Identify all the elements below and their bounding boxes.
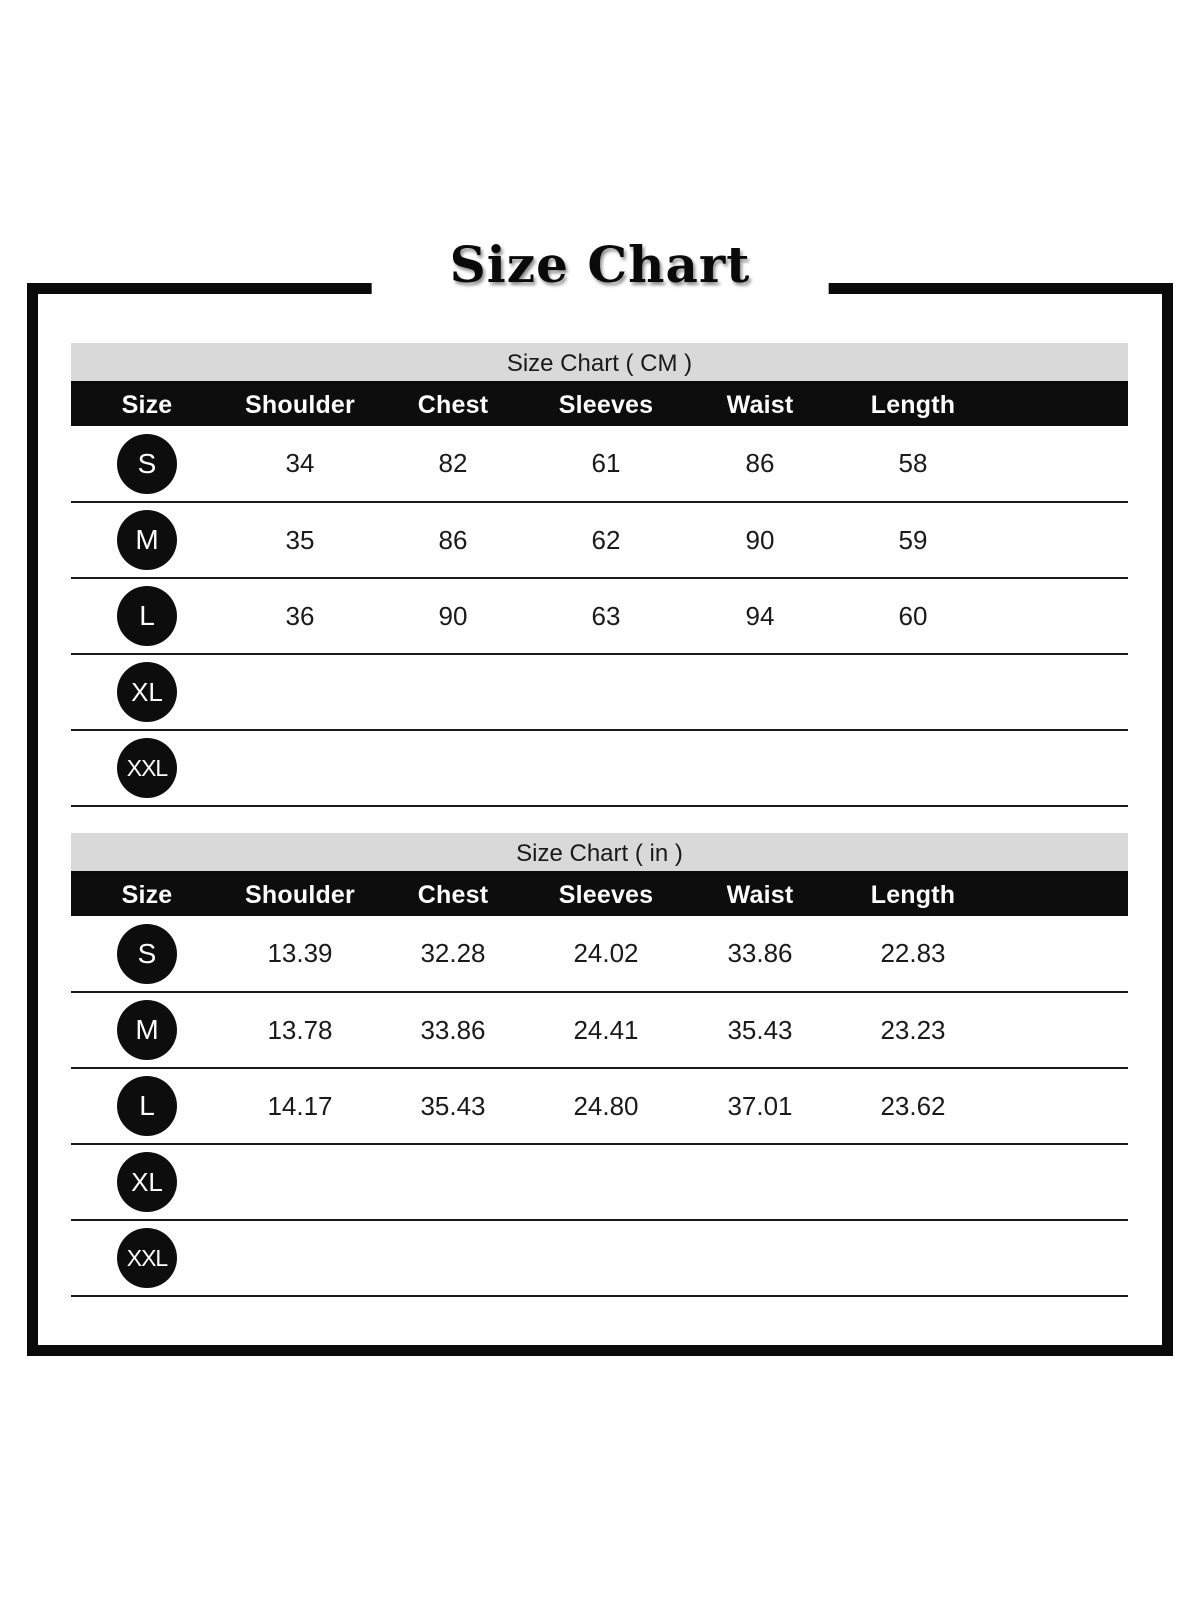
size-badge-l: L [117,1076,177,1136]
cell-sleeves: 63 [591,600,621,631]
cell-shoulder: 13.78 [267,1014,333,1045]
cell-length: 60 [898,600,928,631]
cell-waist [683,730,837,806]
size-badge-s: S [117,924,177,984]
cell-sleeves: 62 [591,524,621,555]
column-header-filler [989,384,1128,426]
column-header-sleeves: Sleeves [558,390,654,419]
size-badge-l: L [117,586,177,646]
cell-shoulder [223,1220,377,1296]
cell-waist [683,1220,837,1296]
measurements-table-in [71,874,1128,1297]
size-table-in [71,833,1128,1297]
cell-length: 23.23 [880,1014,946,1045]
cell-sleeves [529,1220,683,1296]
size-badge-m: M [117,1000,177,1060]
column-header-length: Length [870,390,956,419]
cell-chest [377,654,529,730]
column-header-sleeves: Sleeves [558,880,654,909]
cell-chest [377,1220,529,1296]
column-header-waist: Waist [726,880,794,909]
cell-waist: 33.86 [727,938,793,968]
size-badge-xl: XL [117,662,177,722]
column-header-shoulder: Shoulder [245,880,355,909]
size-badge-xl: XL [117,1152,177,1212]
table-row-m [71,992,1128,1068]
cell-waist: 35.43 [727,1014,793,1045]
cell-length: 23.62 [880,1090,946,1121]
column-header-waist: Waist [726,390,794,419]
cell-shoulder: 34 [285,448,315,478]
table-row-l [71,1068,1128,1144]
header-row [71,384,1128,426]
cell-length [837,654,989,730]
cell-chest [377,1144,529,1220]
table-row-xxl [71,1220,1128,1296]
cell-waist: 90 [745,524,775,555]
measurements-table-cm [71,384,1128,807]
size-table-cm [71,343,1128,807]
cell-shoulder: 36 [285,600,315,631]
size-badge-m: M [117,510,177,570]
cell-sleeves: 24.41 [573,1014,639,1045]
cell-length: 58 [898,448,928,478]
cell-chest [377,730,529,806]
cell-sleeves: 24.02 [573,938,639,968]
table-row-xl [71,1144,1128,1220]
cell-sleeves [529,654,683,730]
cell-length [837,730,989,806]
column-header-shoulder: Shoulder [245,390,355,419]
column-header-size: Size [121,880,173,909]
column-header-size: Size [121,390,173,419]
column-header-filler [989,874,1128,916]
cell-sleeves: 24.80 [573,1090,639,1121]
size-badge-xxl: XXL [117,738,177,798]
cell-waist: 94 [745,600,775,631]
table-row-xl [71,654,1128,730]
table-row-xxl [71,730,1128,806]
cell-length: 22.83 [880,938,946,968]
cell-sleeves [529,1144,683,1220]
cell-chest: 90 [438,600,468,631]
table-caption-cm: Size Chart ( CM ) [71,343,1128,384]
cell-length [837,1144,989,1220]
cell-shoulder [223,730,377,806]
cell-sleeves [529,730,683,806]
cell-shoulder [223,654,377,730]
cell-chest: 35.43 [420,1090,486,1121]
column-header-chest: Chest [417,390,489,419]
cell-shoulder [223,1144,377,1220]
cell-waist [683,654,837,730]
cell-waist: 37.01 [727,1090,793,1121]
cell-chest: 82 [438,448,468,478]
table-caption-in: Size Chart ( in ) [71,833,1128,874]
page-title: Size Chart [372,234,829,304]
cell-sleeves: 61 [591,448,621,478]
size-badge-s: S [117,434,177,494]
cell-chest: 32.28 [420,938,486,968]
column-header-length: Length [870,880,956,909]
cell-chest: 86 [438,524,468,555]
cell-waist [683,1144,837,1220]
table-row-m [71,502,1128,578]
table-row-s [71,916,1128,992]
cell-length [837,1220,989,1296]
cell-length: 59 [898,524,928,555]
header-row [71,874,1128,916]
size-chart-frame [27,283,1173,1356]
cell-shoulder: 35 [285,524,315,555]
size-badge-xxl: XXL [117,1228,177,1288]
column-header-chest: Chest [417,880,489,909]
table-row-l [71,578,1128,654]
cell-chest: 33.86 [420,1014,486,1045]
cell-waist: 86 [745,448,775,478]
cell-shoulder: 13.39 [267,938,333,968]
table-row-s [71,426,1128,502]
cell-shoulder: 14.17 [267,1090,333,1121]
